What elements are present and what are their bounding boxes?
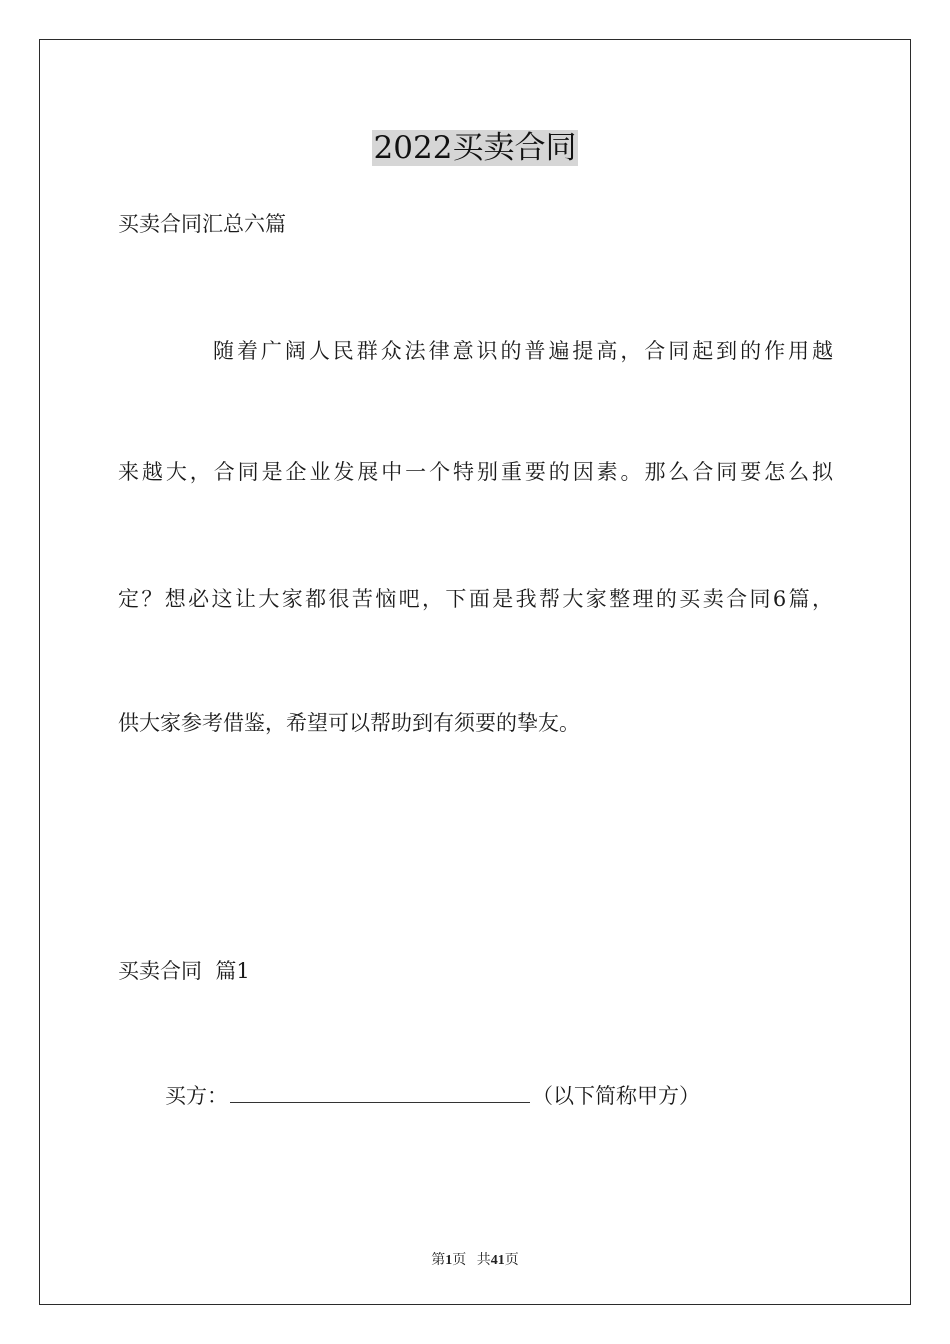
footer-total-prefix: 共 xyxy=(476,1253,491,1268)
footer-page-suffix: 页 xyxy=(452,1253,467,1268)
section-heading: 买卖合同 篇1 xyxy=(118,959,250,983)
buyer-suffix: （以下简称甲方） xyxy=(532,1084,700,1108)
document-title-text: 2022买卖合同 xyxy=(373,130,577,166)
footer-page-prefix: 第 xyxy=(431,1253,446,1268)
buyer-name-blank[interactable] xyxy=(230,1084,530,1103)
document-title xyxy=(0,128,950,168)
footer-current-page: 1 xyxy=(445,1253,453,1268)
page-footer xyxy=(0,1249,950,1269)
intro-paragraph-line-3: 定？想必这让大家都很苦恼吧，下面是我帮大家整理的买卖合同6篇， xyxy=(118,587,833,611)
intro-paragraph-line-4: 供大家参考借鉴，希望可以帮助到有须要的挚友。 xyxy=(118,711,580,735)
intro-paragraph-line-1: 随着广阔人民群众法律意识的普遍提高，合同起到的作用越 xyxy=(213,339,833,363)
footer-total-suffix: 页 xyxy=(504,1253,519,1268)
buyer-line xyxy=(165,1082,700,1110)
buyer-label: 买方： xyxy=(165,1084,228,1108)
intro-paragraph-line-2: 来越大，合同是企业发展中一个特别重要的因素。那么合同要怎么拟 xyxy=(118,460,833,484)
document-subtitle: 买卖合同汇总六篇 xyxy=(118,212,286,236)
footer-total-pages: 41 xyxy=(490,1253,505,1268)
